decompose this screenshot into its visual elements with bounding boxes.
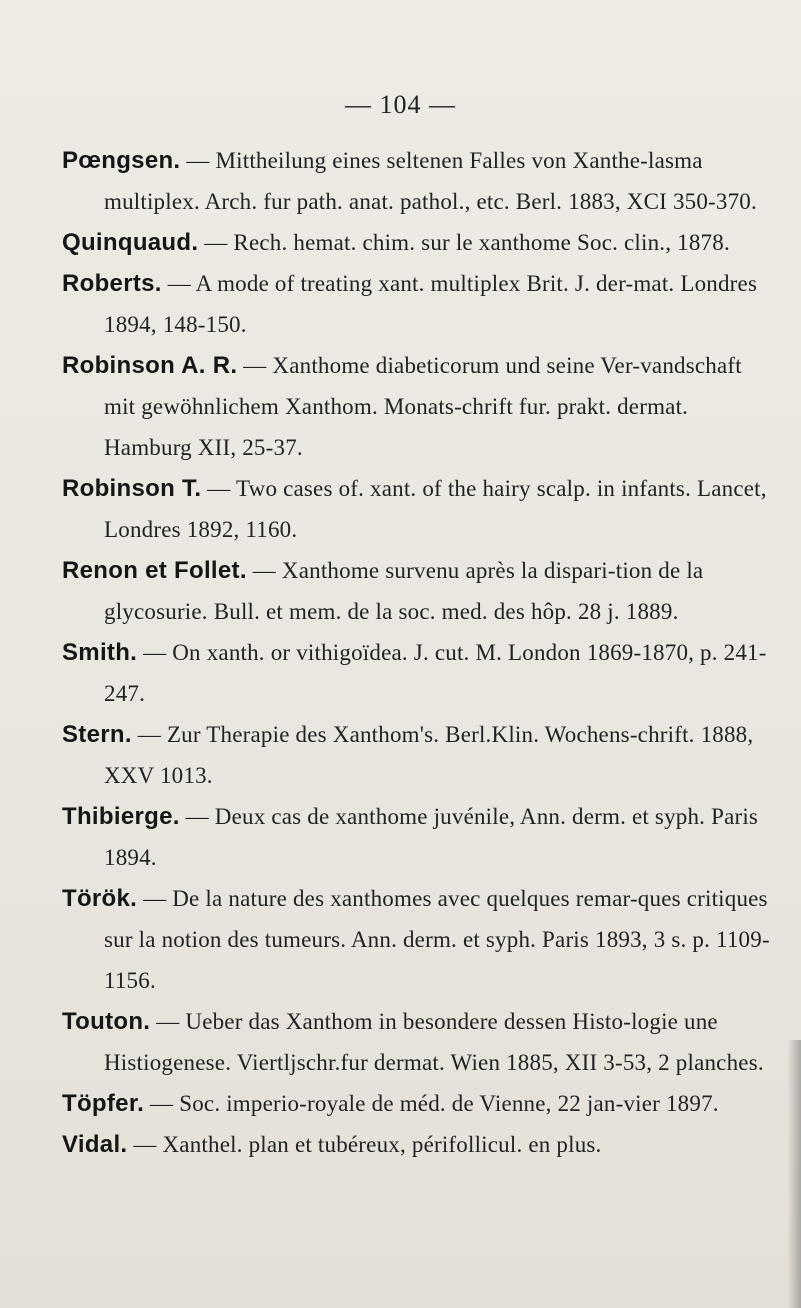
entry-separator: — xyxy=(137,886,173,911)
bibliography-list xyxy=(62,140,777,1165)
bibliography-entry xyxy=(62,222,777,263)
entry-author: Robinson A. R. xyxy=(62,352,238,379)
entry-author: Vidal. xyxy=(62,1131,128,1158)
bibliography-entry xyxy=(62,140,777,222)
page-number: — 104 — xyxy=(345,90,456,119)
bibliography-entry xyxy=(62,550,777,632)
entry-separator: — xyxy=(144,1091,180,1116)
entry-text: Xanthome survenu après la dispari-tion de la glycosurie. Bull. et mem. de la soc. med. des hôp. 28 j. 1889. xyxy=(104,558,704,624)
entry-text: Soc. imperio-royale de méd. de Vienne, 22 jan-vier 1897. xyxy=(179,1091,719,1116)
entry-separator: — xyxy=(179,804,215,829)
entry-text: Xanthome diabeticorum und seine Ver-vandschaft mit gewöhnlichem Xanthom. Monats-chrift fur. prakt. dermat. Hamburg XII, 25-37. xyxy=(104,353,742,460)
entry-separator: — xyxy=(198,230,234,255)
bibliography-entry xyxy=(62,1083,777,1124)
entry-text: De la nature des xanthomes avec quelques remar-ques critiques sur la notion des tumeurs. Ann. derm. et syph. Paris 1893, 3 s. p. 1109-1156. xyxy=(104,886,770,993)
entry-author: Török. xyxy=(62,885,138,912)
entry-author: Robinson T. xyxy=(62,475,202,502)
entry-text: Two cases of. xant. of the hairy scalp. in infants. Lancet, Londres 1892, 1160. xyxy=(104,476,767,542)
entry-author: Thibierge. xyxy=(62,803,180,830)
entry-author: Pœngsen. xyxy=(62,147,181,174)
bibliography-entry xyxy=(62,263,777,345)
entry-author: Roberts. xyxy=(62,270,162,297)
entry-author: Quinquaud. xyxy=(62,229,199,256)
entry-text: Xanthel. plan et tubéreux, périfollicul. en plus. xyxy=(162,1132,602,1157)
entry-separator: — xyxy=(246,558,282,583)
entry-separator: — xyxy=(201,476,236,501)
bibliography-entry xyxy=(62,468,777,550)
entry-separator: — xyxy=(127,1132,163,1157)
entry-text: Mittheilung eines seltenen Falles von Xanthe-lasma multiplex. Arch. fur path. anat. pathol., etc. Berl. 1883, XCI 350-370. xyxy=(104,148,757,214)
bibliography-entry xyxy=(62,714,777,796)
bibliography-entry xyxy=(62,796,777,878)
entry-text: Rech. hemat. chim. sur le xanthome Soc. clin., 1878. xyxy=(233,230,730,255)
entry-author: Renon et Follet. xyxy=(62,557,247,584)
entry-author: Smith. xyxy=(62,639,138,666)
entry-separator: — xyxy=(137,640,173,665)
bibliography-entry xyxy=(62,345,777,468)
entry-text: Deux cas de xanthome juvénile, Ann. derm. et syph. Paris 1894. xyxy=(104,804,759,870)
entry-text: On xanth. or vithigoïdea. J. cut. M. London 1869-1870, p. 241-247. xyxy=(104,640,767,706)
entry-separator: — xyxy=(237,353,273,378)
entry-separator: — xyxy=(150,1009,186,1034)
entry-text: A mode of treating xant. multiplex Brit. J. der-mat. Londres 1894, 148-150. xyxy=(104,271,758,337)
entry-separator: — xyxy=(180,148,216,173)
bibliography-entry xyxy=(62,1001,777,1083)
entry-text: Ueber das Xanthom in besondere dessen Histo-logie une Histiogenese. Viertljschr.fur dermat. Wien 1885, XII 3-53, 2 planches. xyxy=(104,1009,764,1075)
bibliography-entry xyxy=(62,878,777,1001)
entry-separator: — xyxy=(131,722,167,747)
entry-author: Stern. xyxy=(62,721,132,748)
page-edge-shadow xyxy=(787,1040,801,1308)
entry-text: Zur Therapie des Xanthom's. Berl.Klin. Wochens-chrift. 1888, XXV 1013. xyxy=(104,722,754,788)
entry-author: Touton. xyxy=(62,1008,151,1035)
bibliography-entry xyxy=(62,1124,777,1165)
bibliography-entry xyxy=(62,632,777,714)
entry-separator: — xyxy=(161,271,196,296)
entry-author: Töpfer. xyxy=(62,1090,145,1117)
